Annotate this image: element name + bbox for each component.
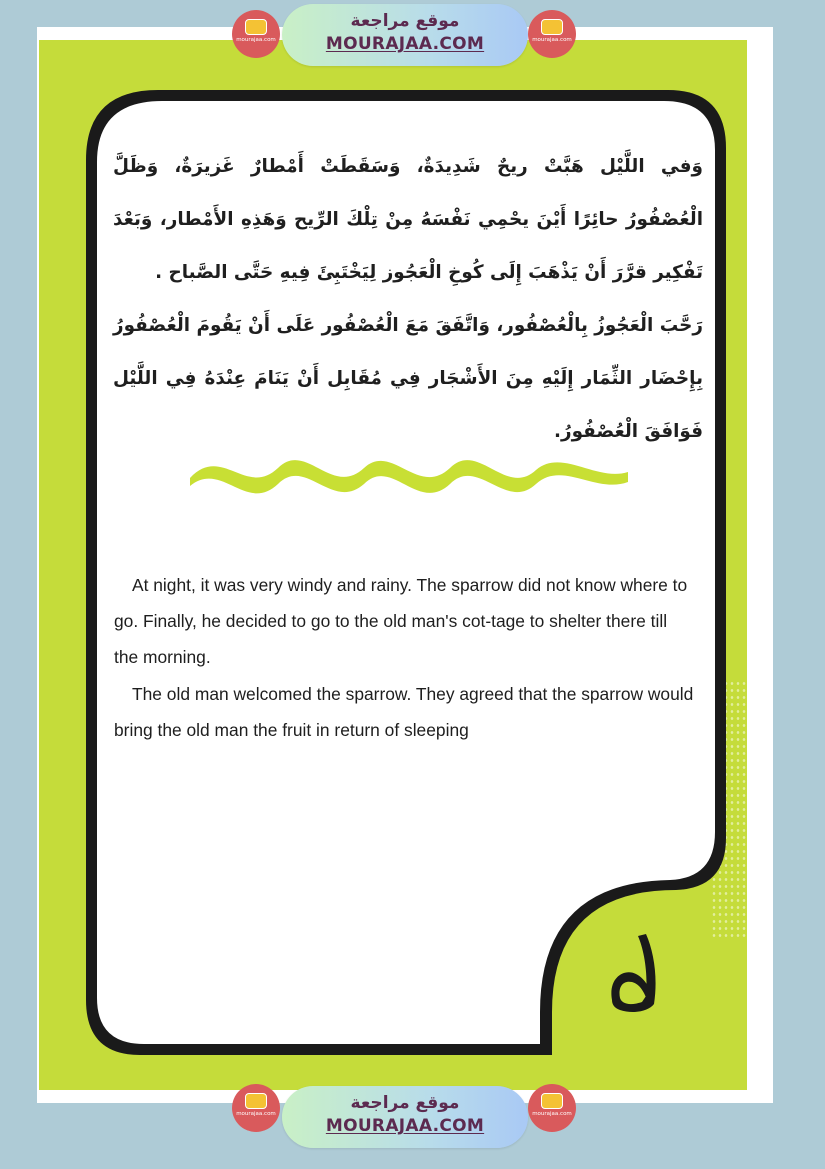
arabic-story-text (113, 140, 703, 458)
page-number-glyph (602, 928, 662, 1018)
watermark-arabic: موقع مراجعة (350, 11, 460, 31)
watermark-badge-top[interactable] (282, 4, 528, 66)
watermark-logo-top-left: mourajaa.com (232, 10, 280, 58)
watermark-arabic: موقع مراجعة (350, 1093, 460, 1113)
english-paragraph-2: The old man welcomed the sparrow. They agreed that the sparrow would bring the old man the fruit in return of sleeping (114, 683, 694, 740)
watermark-badge-bottom[interactable] (282, 1086, 528, 1148)
english-paragraph-1: At night, it was very windy and rainy. The sparrow did not know where to go. Finally, he decided to go to the old man's cot-tage to shelter there till the morning. (114, 575, 688, 668)
arabic-paragraph-2: رَحَّبَ الْعَجُوزُ بِالْعُصْفُور، وَاتَّفَقَ مَعَ الْعُصْفُور عَلَى أَنْ يَقُومَ الْعُصْفُورُ بِإِحْضَار الثِّمَار إِلَيْهِ مِنَ الأَشْجَار فِي مُقَابِل أَنْ يَنَامَ عِنْدَهُ فِي اللَّيْل فَوَافَقَ الْعُصْفُورُ. (113, 315, 703, 442)
watermark-logo-bottom-left: mourajaa.com (232, 1084, 280, 1132)
english-story-text (114, 567, 696, 748)
watermark-logo-top-right: mourajaa.com (528, 10, 576, 58)
watermark-logo-bottom-right: mourajaa.com (528, 1084, 576, 1132)
watermark-site[interactable]: MOURAJAA.COM (325, 1116, 485, 1136)
arabic-paragraph-1: وَفي اللَّيْل هَبَّتْ ريحٌ شَدِيدَةٌ، وَسَقَطَتْ أَمْطارٌ غَزيرَةٌ، وَظَلَّ الْعُصْفُورُ حائِرًا أَيْنَ يحْمِي نَفْسَهُ مِنْ تِلْكَ الرِّيح وَهَذِهِ الأَمْطار، وَبَعْدَ تَفْكِير قرَّرَ أَنْ يَذْهَبَ إِلَى كُوخِ الْعَجُوز لِيَخْتَبِئَ فِيهِ حَتَّى الصَّباح . (113, 156, 703, 283)
watermark-site[interactable]: MOURAJAA.COM (325, 34, 485, 54)
